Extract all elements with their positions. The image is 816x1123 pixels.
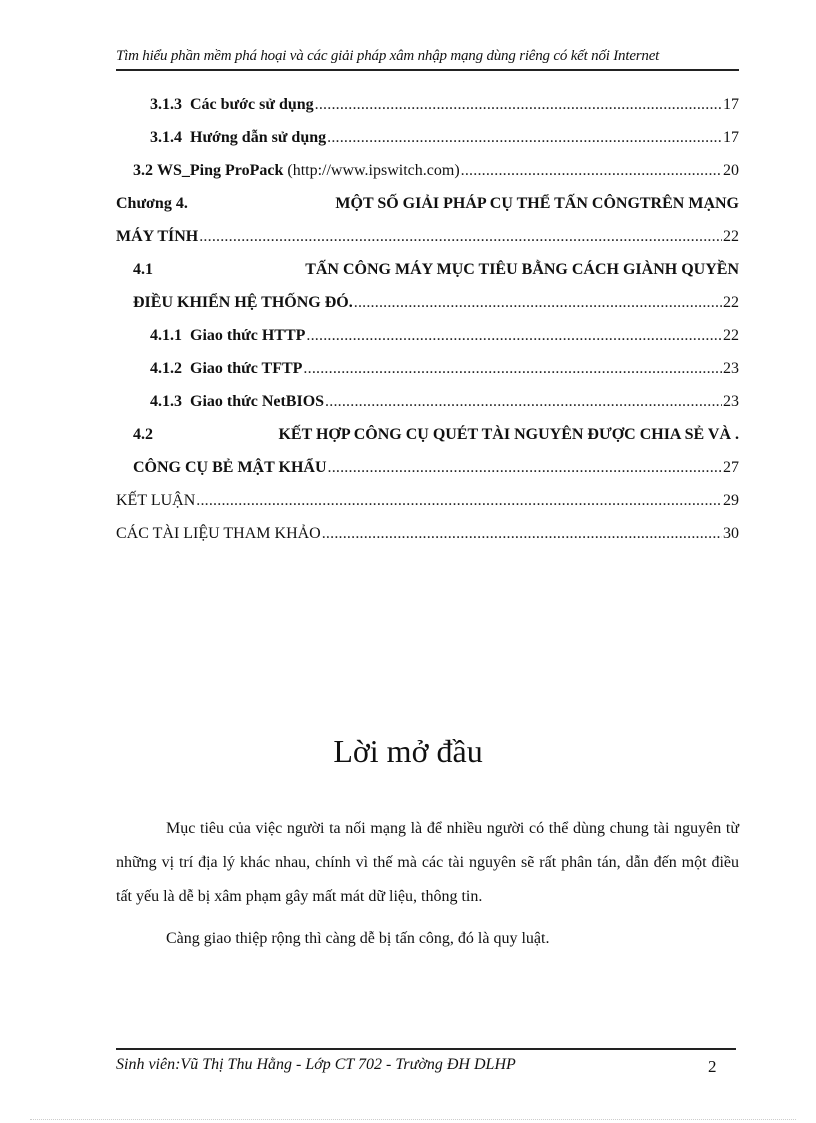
toc-number: 3.1.3 — [150, 96, 182, 113]
paragraph: Mục tiêu của việc người ta nối mạng là để nhiều người có thể dùng chung tài nguyên từ những vị trí địa lý khác nhau, chính vì thế mà các tài nguyên sẽ rất phân tán, dẫn đến một điều tất yếu là dễ bị xâm phạm gây mất mát dữ liệu, thông tin. — [116, 820, 739, 905]
toc-leader-dots — [461, 162, 722, 180]
toc-entry-3-1-3[interactable] — [116, 92, 739, 125]
toc-label: MÁY TÍNH — [116, 228, 199, 245]
toc-page-number: 23 — [723, 393, 739, 410]
toc-label: Các bước sử dụng — [190, 96, 314, 113]
toc-entry-ket-luan[interactable] — [116, 488, 739, 521]
toc-page-number: 22 — [723, 228, 739, 245]
toc-label: Giao thức NetBIOS — [190, 393, 325, 410]
toc-entry-3-1-4[interactable] — [116, 125, 739, 158]
toc-label: KẾT HỢP CÔNG CỤ QUÉT TÀI NGUYÊN ĐƯỢC CHIA SẺ VÀ . — [278, 426, 739, 443]
toc-label: KẾT LUẬN — [116, 492, 196, 509]
toc-number: 3.2 — [133, 162, 153, 179]
toc-entry-4-2[interactable] — [116, 422, 739, 455]
toc-page-number: 30 — [723, 525, 739, 542]
toc-leader-dots — [303, 360, 722, 378]
toc-entry-4-1-2[interactable] — [116, 356, 739, 389]
toc-label: ĐIỀU KHIỂN HỆ THỐNG ĐÓ. — [133, 294, 353, 311]
toc-entry-4-1-3[interactable] — [116, 389, 739, 422]
toc-number: 3.1.4 — [150, 129, 182, 146]
toc-leader-dots — [328, 459, 723, 477]
toc-label: CÁC TÀI LIỆU THAM KHẢO — [116, 525, 321, 542]
page-number: 2 — [708, 1057, 717, 1076]
toc-entry-3-2[interactable] — [116, 158, 739, 191]
toc-label: TẤN CÔNG MÁY MỤC TIÊU BẰNG CÁCH GIÀNH QUYỀN — [305, 261, 739, 278]
toc-number: 4.1.1 — [150, 327, 182, 344]
toc-page-number: 17 — [723, 129, 739, 146]
toc-entry-chapter-4-cont[interactable] — [116, 224, 739, 257]
toc-number: 4.1 — [133, 261, 153, 278]
toc-entry-4-1[interactable] — [116, 257, 739, 290]
toc-number: 4.1.3 — [150, 393, 182, 410]
toc-entry-tai-lieu[interactable] — [116, 521, 739, 554]
toc-page-number: 27 — [723, 459, 739, 476]
toc-label: CÔNG CỤ BẺ MẬT KHẨU — [133, 459, 327, 476]
toc-page-number: 22 — [723, 327, 739, 344]
toc-page-number: 22 — [723, 294, 739, 311]
toc-number: 4.2 — [133, 426, 153, 443]
toc-page-number: 17 — [723, 96, 739, 113]
section-body — [116, 812, 739, 956]
toc-leader-dots — [199, 228, 722, 246]
toc-page-number: 29 — [723, 492, 739, 509]
toc-chapter-number: Chương 4. — [116, 195, 188, 212]
toc-page-number: 20 — [723, 162, 739, 179]
toc-entry-4-1-1[interactable] — [116, 323, 739, 356]
toc-label: Giao thức TFTP — [190, 360, 303, 377]
toc-chapter-title: MỘT SỐ GIẢI PHÁP CỤ THỂ TẤN CÔNGTRÊN MẠNG — [335, 195, 739, 212]
toc-label: Hướng dẫn sử dụng — [190, 129, 327, 146]
table-of-contents — [116, 92, 739, 554]
footer-author: Sinh viên:Vũ Thị Thu Hằng - Lớp CT 702 - Trường ĐH DLHP — [116, 1056, 516, 1073]
toc-url: (http://www.ipswitch.com) — [287, 162, 460, 179]
toc-leader-dots — [315, 96, 722, 114]
toc-label: Giao thức HTTP — [190, 327, 306, 344]
toc-page-number: 23 — [723, 360, 739, 377]
page-bottom-border — [30, 1119, 796, 1120]
toc-entry-chapter-4[interactable] — [116, 191, 739, 224]
toc-leader-dots — [354, 294, 722, 312]
header-title: Tìm hiểu phần mềm phá hoại và các giải pháp xâm nhập mạng dùng riêng có kết nối Internet — [116, 48, 660, 64]
toc-leader-dots — [306, 327, 722, 345]
toc-leader-dots — [325, 393, 722, 411]
toc-leader-dots — [196, 492, 722, 510]
toc-label: WS_Ping ProPack — [157, 162, 284, 179]
toc-leader-dots — [327, 129, 722, 147]
running-header — [116, 48, 739, 71]
toc-entry-4-2-cont[interactable] — [116, 455, 739, 488]
paragraph: Càng giao thiệp rộng thì càng dễ bị tấn công, đó là quy luật. — [166, 930, 550, 947]
footer-divider — [116, 1048, 736, 1050]
toc-number: 4.1.2 — [150, 360, 182, 377]
section-title: Lời mở đầu — [333, 733, 483, 769]
toc-entry-4-1-cont[interactable] — [116, 290, 739, 323]
toc-leader-dots — [322, 525, 722, 543]
